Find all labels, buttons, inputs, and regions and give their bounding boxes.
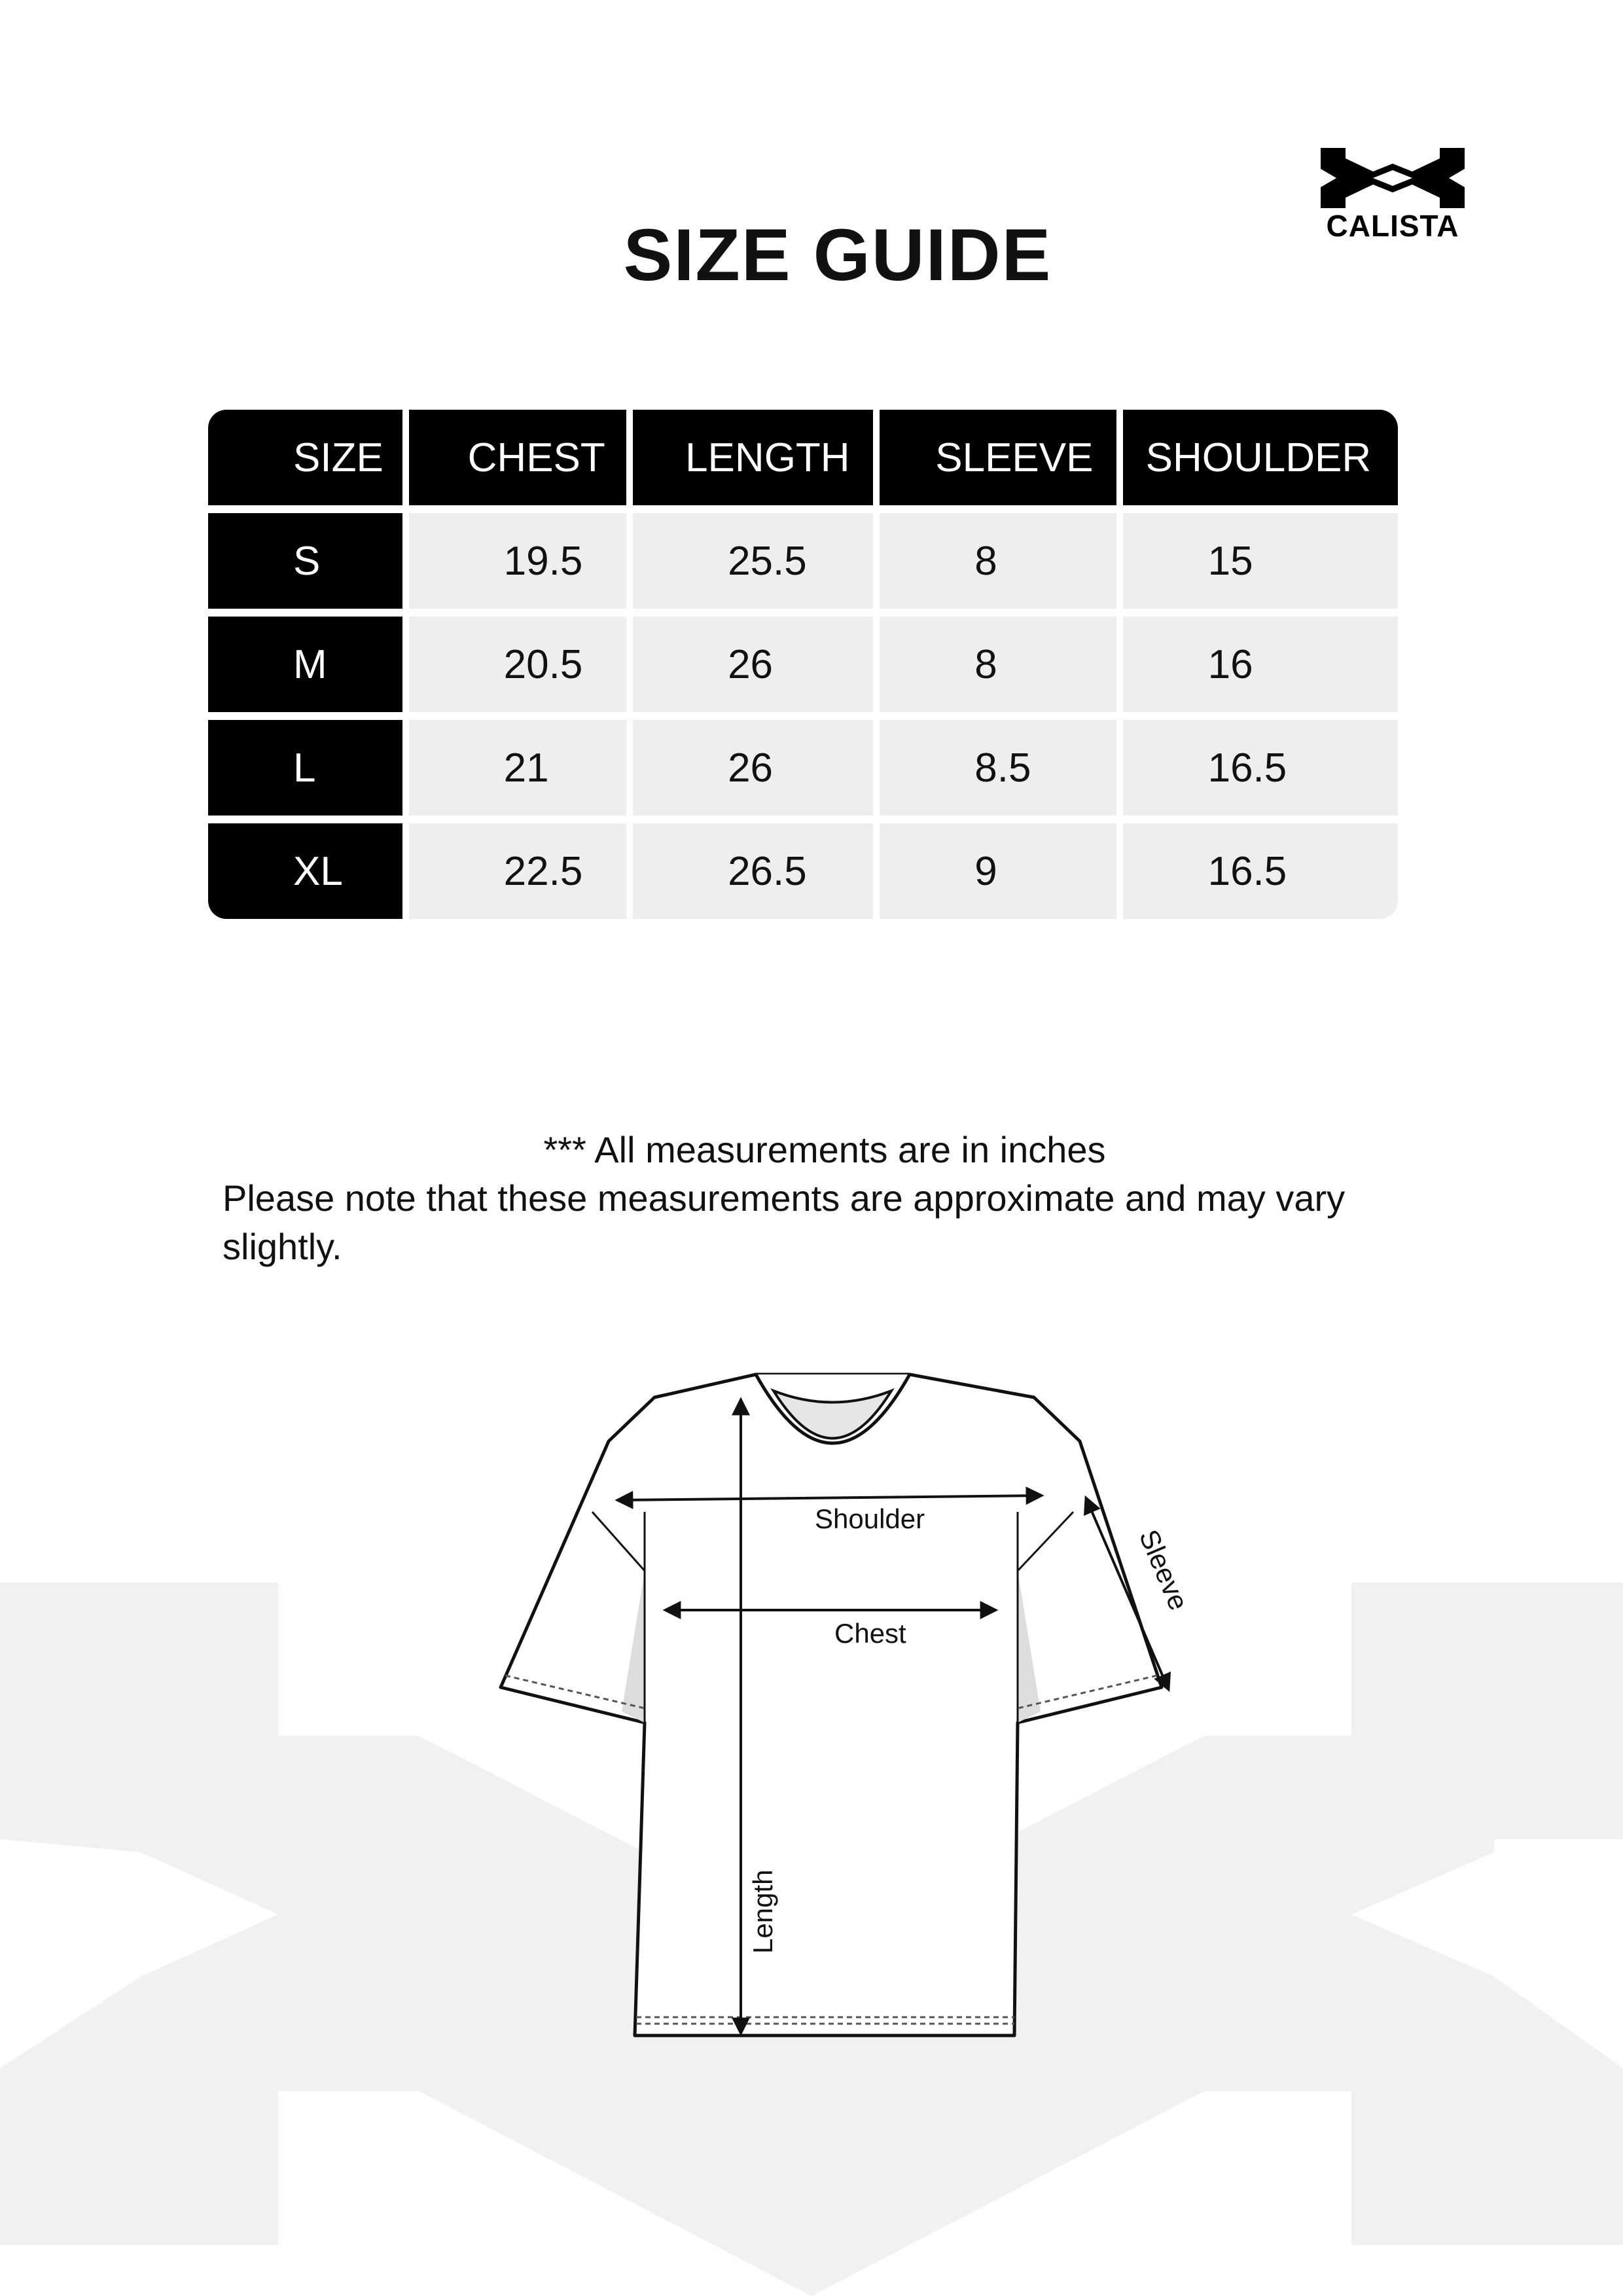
- size-table: [202, 402, 1404, 927]
- header-size: SIZE: [208, 410, 402, 505]
- sleeve-value: 8.5: [880, 720, 1116, 816]
- shoulder-value: 16: [1123, 617, 1398, 712]
- table-row: [208, 513, 1398, 609]
- table-row: [208, 823, 1398, 919]
- shoulder-label: Shoulder: [815, 1503, 925, 1534]
- length-value: 25.5: [633, 513, 873, 609]
- header-shoulder: SHOULDER: [1123, 410, 1398, 505]
- table-header-row: [208, 410, 1398, 505]
- tshirt-measurement-diagram: [0, 1342, 1623, 2062]
- sleeve-value: 8: [880, 617, 1116, 712]
- measurement-notes: [223, 1126, 1414, 1271]
- header-chest: CHEST: [409, 410, 626, 505]
- length-value: 26.5: [633, 823, 873, 919]
- chest-value: 21: [409, 720, 626, 816]
- shoulder-value: 16.5: [1123, 823, 1398, 919]
- chest-value: 20.5: [409, 617, 626, 712]
- tshirt-outline: [501, 1374, 1162, 2036]
- size-label: L: [208, 720, 402, 816]
- table-row: [208, 617, 1398, 712]
- size-label: S: [208, 513, 402, 609]
- length-label: Length: [747, 1869, 778, 1954]
- units-note: *** All measurements are in inches: [543, 1129, 1106, 1170]
- sleeve-value: 8: [880, 513, 1116, 609]
- size-label: M: [208, 617, 402, 712]
- shoulder-value: 16.5: [1123, 720, 1398, 816]
- shoulder-value: 15: [1123, 513, 1398, 609]
- chest-value: 22.5: [409, 823, 626, 919]
- approximation-note: Please note that these measurements are approximate and may vary slightly.: [223, 1177, 1346, 1267]
- length-value: 26: [633, 720, 873, 816]
- size-label: XL: [208, 823, 402, 919]
- header-sleeve: SLEEVE: [880, 410, 1116, 505]
- table-row: [208, 720, 1398, 816]
- length-value: 26: [633, 617, 873, 712]
- page-title: SIZE GUIDE: [623, 214, 1052, 296]
- sleeve-label: Sleeve: [1133, 1525, 1195, 1615]
- sleeve-value: 9: [880, 823, 1116, 919]
- header-length: LENGTH: [633, 410, 873, 505]
- calista-mark-icon: [1321, 148, 1465, 208]
- chest-label: Chest: [834, 1618, 906, 1649]
- brand-name: CALISTA: [1326, 209, 1459, 243]
- chest-value: 19.5: [409, 513, 626, 609]
